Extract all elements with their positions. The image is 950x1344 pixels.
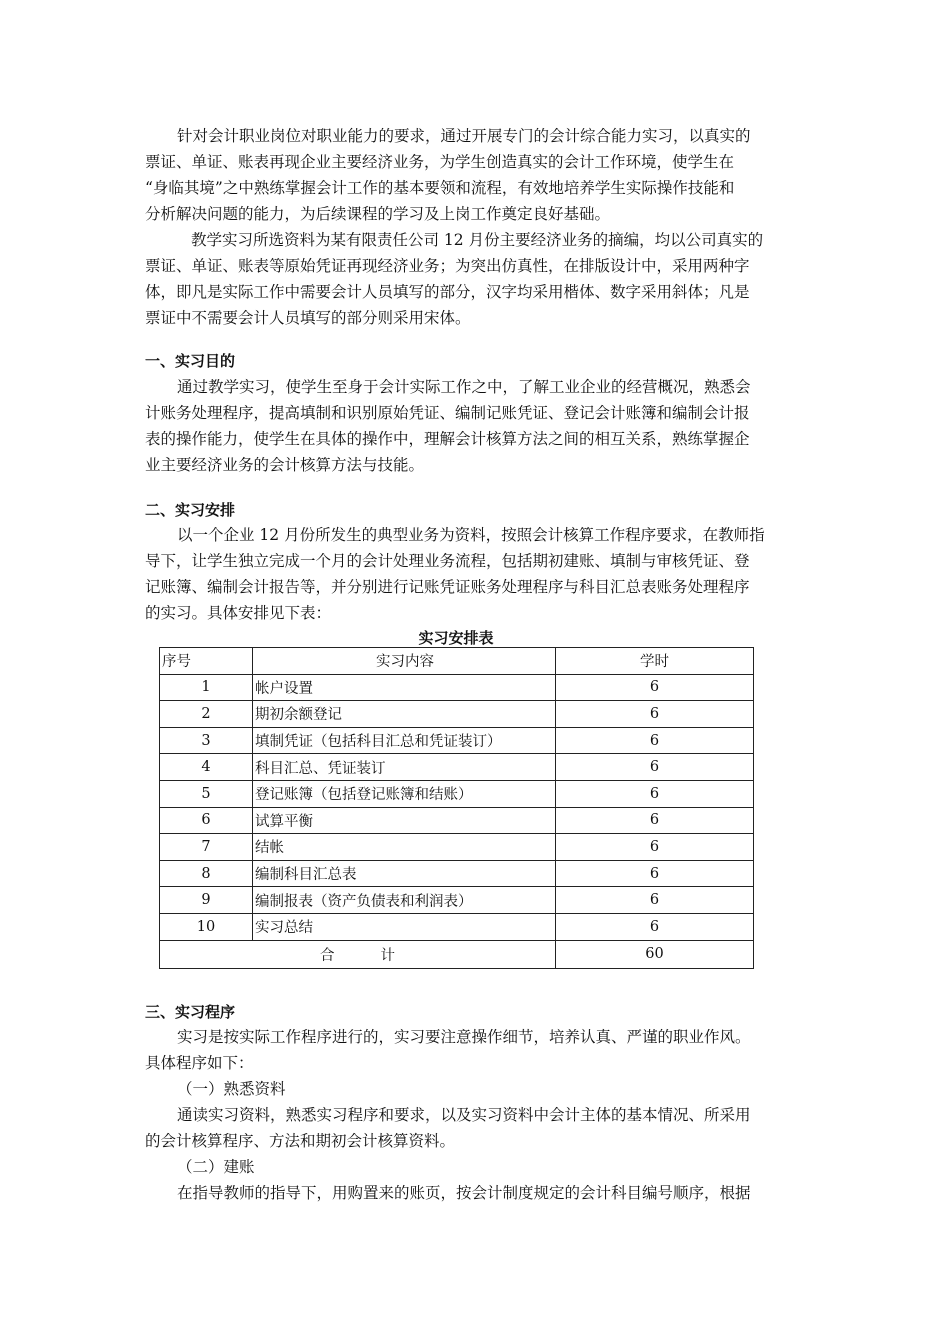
row-content: 试算平衡 (253, 807, 556, 834)
row-content: 实习总结 (253, 913, 556, 940)
table-row (160, 913, 754, 940)
schedule-table (159, 647, 754, 969)
header-content: 实习内容 (253, 648, 556, 675)
intro-p1-line-2: 票证、单证、账表再现企业主要经济业务，为学生创造真实的会计工作环境，使学生在 (145, 153, 735, 171)
row-content: 编制报表（资产负债表和利润表） (253, 887, 556, 914)
row-index: 2 (160, 701, 253, 728)
row-index: 7 (160, 834, 253, 861)
row-index: 5 (160, 780, 253, 807)
row-content: 填制凭证（包括科目汇总和凭证装订） (253, 727, 556, 754)
intro-p2-line-1: 教学实习所选资料为某有限责任公司 12 月份主要经济业务的摘编，均以公司真实的 (191, 231, 764, 249)
subsection-2-heading: （二）建账 (177, 1158, 255, 1176)
table-row (160, 754, 754, 781)
section-1-line-2: 计账务处理程序，提高填制和识别原始凭证、编制记账凭证、登记会计账簿和编制会计报 (145, 404, 750, 422)
row-hours: 6 (556, 913, 754, 940)
row-content: 科目汇总、凭证装订 (253, 754, 556, 781)
table-row (160, 834, 754, 861)
row-hours: 6 (556, 674, 754, 701)
table-row (160, 887, 754, 914)
row-hours: 6 (556, 727, 754, 754)
row-index: 3 (160, 727, 253, 754)
section-2-line-2: 导下，让学生独立完成一个月的会计处理业务流程，包括期初建账、填制与审核凭证、登 (145, 552, 750, 570)
table-row (160, 727, 754, 754)
section-3-line-2: 具体程序如下： (145, 1054, 254, 1072)
row-hours: 6 (556, 780, 754, 807)
row-content: 期初余额登记 (253, 701, 556, 728)
table-row (160, 674, 754, 701)
subsection-1-heading: （一）熟悉资料 (177, 1080, 286, 1098)
subsection-1-line-1: 通读实习资料，熟悉实习程序和要求，以及实习资料中会计主体的基本情况、所采用 (177, 1106, 751, 1124)
row-hours: 6 (556, 860, 754, 887)
row-index: 4 (160, 754, 253, 781)
subsection-1-line-2: 的会计核算程序、方法和期初会计核算资料。 (145, 1132, 456, 1150)
table-row (160, 807, 754, 834)
section-1-line-3: 表的操作能力，使学生在具体的操作中，理解会计核算方法之间的相互关系，熟练掌握企 (145, 430, 750, 448)
section-1-line-1: 通过教学实习，使学生至身于会计实际工作之中，了解工业企业的经营概况，熟悉会 (177, 378, 751, 396)
section-2-line-4: 的实习。具体安排见下表： (145, 604, 332, 622)
row-hours: 6 (556, 807, 754, 834)
section-2-line-3: 记账簿、编制会计报告等，并分别进行记账凭证账务处理程序与科目汇总表账务处理程序 (145, 578, 750, 596)
row-content: 登记账簿（包括登记账簿和结账） (253, 780, 556, 807)
intro-p1-line-4: 分析解决问题的能力，为后续课程的学习及上岗工作奠定良好基础。 (145, 205, 611, 223)
table-title: 实习安排表 (418, 629, 494, 647)
row-index: 6 (160, 807, 253, 834)
row-hours: 6 (556, 701, 754, 728)
table-row (160, 780, 754, 807)
intro-p1-line-3: “身临其境”之中熟练掌握会计工作的基本要领和流程，有效地培养学生实际操作技能和 (145, 179, 735, 197)
intro-p2-line-3: 体，即凡是实际工作中需要会计人员填写的部分，汉字均采用楷体、数字采用斜体；凡是 (145, 283, 750, 301)
row-hours: 6 (556, 887, 754, 914)
table-header-row (160, 648, 754, 675)
row-content: 编制科目汇总表 (253, 860, 556, 887)
row-index: 9 (160, 887, 253, 914)
header-index: 序号 (160, 648, 253, 675)
row-content: 帐户设置 (253, 674, 556, 701)
row-hours: 6 (556, 754, 754, 781)
header-hours: 学时 (556, 648, 754, 675)
intro-p1-line-1: 针对会计职业岗位对职业能力的要求，通过开展专门的会计综合能力实习，以真实的 (177, 127, 751, 145)
row-index: 10 (160, 913, 253, 940)
intro-p2-line-2: 票证、单证、账表等原始凭证再现经济业务；为突出仿真性，在排版设计中，采用两种字 (145, 257, 750, 275)
section-2-heading: 二、实习安排 (145, 501, 236, 519)
section-3-line-1: 实习是按实际工作程序进行的，实习要注意操作细节，培养认真、严谨的职业作风。 (177, 1028, 751, 1046)
row-index: 8 (160, 860, 253, 887)
total-value: 60 (556, 940, 754, 968)
section-3-heading: 三、实习程序 (145, 1003, 236, 1021)
row-hours: 6 (556, 834, 754, 861)
table-row (160, 701, 754, 728)
row-content: 结帐 (253, 834, 556, 861)
row-index: 1 (160, 674, 253, 701)
section-1-heading: 一、实习目的 (145, 352, 236, 370)
total-label: 合 计 (160, 940, 556, 968)
section-1-line-4: 业主要经济业务的会计核算方法与技能。 (145, 456, 425, 474)
table-row (160, 860, 754, 887)
subsection-2-line-1: 在指导教师的指导下，用购置来的账页，按会计制度规定的会计科目编号顺序，根据 (177, 1184, 751, 1202)
table-total-row (160, 940, 754, 968)
section-2-line-1: 以一个企业 12 月份所发生的典型业务为资料，按照会计核算工作程序要求，在教师指 (177, 526, 765, 544)
intro-p2-line-4: 票证中不需要会计人员填写的部分则采用宋体。 (145, 309, 471, 327)
